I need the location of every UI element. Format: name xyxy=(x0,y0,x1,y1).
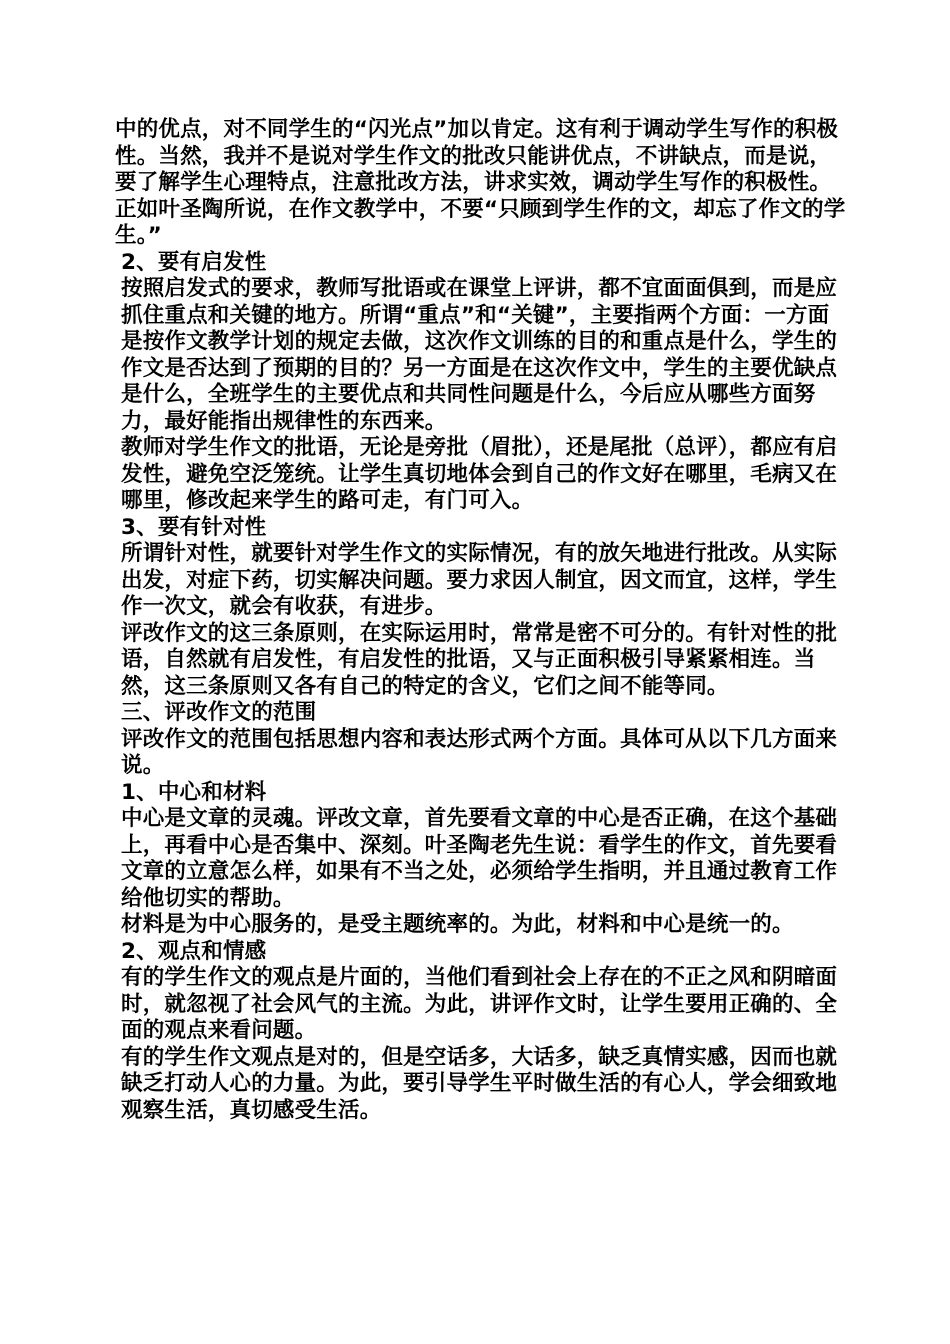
paragraph: 按照启发式的要求，教师写批语或在课堂上评讲，都不宜面面俱到，而是应抓住重点和关键的地方。所谓“重点”和“关键”，主要指两个方面：一方面是按作文教学计划的规定去做，这次作文训练的目的和重点是什么，学生的作文是否达到了预期的目的？另一方面是在这次作文中，学生的主要优缺点是什么，全班学生的主要优点和共同性问题是什么，今后应从哪些方面努力，最好能指出规律性的东西来。 xyxy=(121,276,838,434)
section-heading: 3、要有针对性 xyxy=(121,514,267,540)
paragraph: 材料是为中心服务的，是受主题统率的。为此，材料和中心是统一的。 xyxy=(121,912,794,937)
paragraph: 中心是文章的灵魂。评改文章，首先要看文章的中心是否正确，在这个基础上，再看中心是否集中、深刻。叶圣陶老先生说：看学生的作文，首先要看文章的立意怎么样，如果有不当之处，必须给学生指明，并且通过教育工作给他切实的帮助。 xyxy=(121,806,838,911)
section-heading: 1、中心和材料 xyxy=(121,779,267,805)
paragraph: 所谓针对性，就要针对学生作文的实际情况，有的放矢地进行批改。从实际出发，对症下药，切实解决问题。要力求因人制宜，因文而宜，这样，学生作一次文，就会有收获，有进步。 xyxy=(121,541,838,619)
paragraph: 评改作文的范围包括思想内容和表达形式两个方面。具体可从以下几方面来说。 xyxy=(121,726,838,778)
paragraph: 有的学生作文的观点是片面的，当他们看到社会上存在的不正之风和阴暗面时，就忽视了社会风气的主流。为此，讲评作文时，让学生要用正确的、全面的观点来看问题。 xyxy=(121,965,838,1043)
paragraph: 教师对学生作文的批语，无论是旁批（眉批），还是尾批（总评），都应有启发性，避免空泛笼统。让学生真切地体会到自己的作文好在哪里，毛病又在哪里，修改起来学生的路可走，有门可入。 xyxy=(121,435,838,513)
paragraph: 评改作文的这三条原则，在实际运用时，常常是密不可分的。有针对性的批语，自然就有启发性，有启发性的批语，又与正面积极引导紧紧相连。当然，这三条原则又各有自己的特定的含义，它们之间不能等同。 xyxy=(121,620,838,699)
section-heading: 三、评改作文的范围 xyxy=(121,700,317,725)
paragraph: 中的优点，对不同学生的“闪光点”加以肯定。这有利于调动学生写作的积极性。当然，我并不是说对学生作文的批改只能讲优点，不讲缺点，而是说，要了解学生心理特点，注意批改方法，讲求实效，调动学生写作的积极性。正如叶圣陶所说，在作文教学中，不要“只顾到学生作的文，却忘了作文的学生。” xyxy=(115,117,846,248)
paragraph: 有的学生作文观点是对的，但是空话多，大话多，缺乏真情实感，因而也就缺乏打动人心的力量。为此，要引导学生平时做生活的有心人，学会细致地观察生活，真切感受生活。 xyxy=(121,1044,838,1123)
section-heading: 2、要有启发性 xyxy=(121,249,267,275)
document-page xyxy=(115,117,850,1124)
section-heading: 2、观点和情感 xyxy=(121,938,267,964)
